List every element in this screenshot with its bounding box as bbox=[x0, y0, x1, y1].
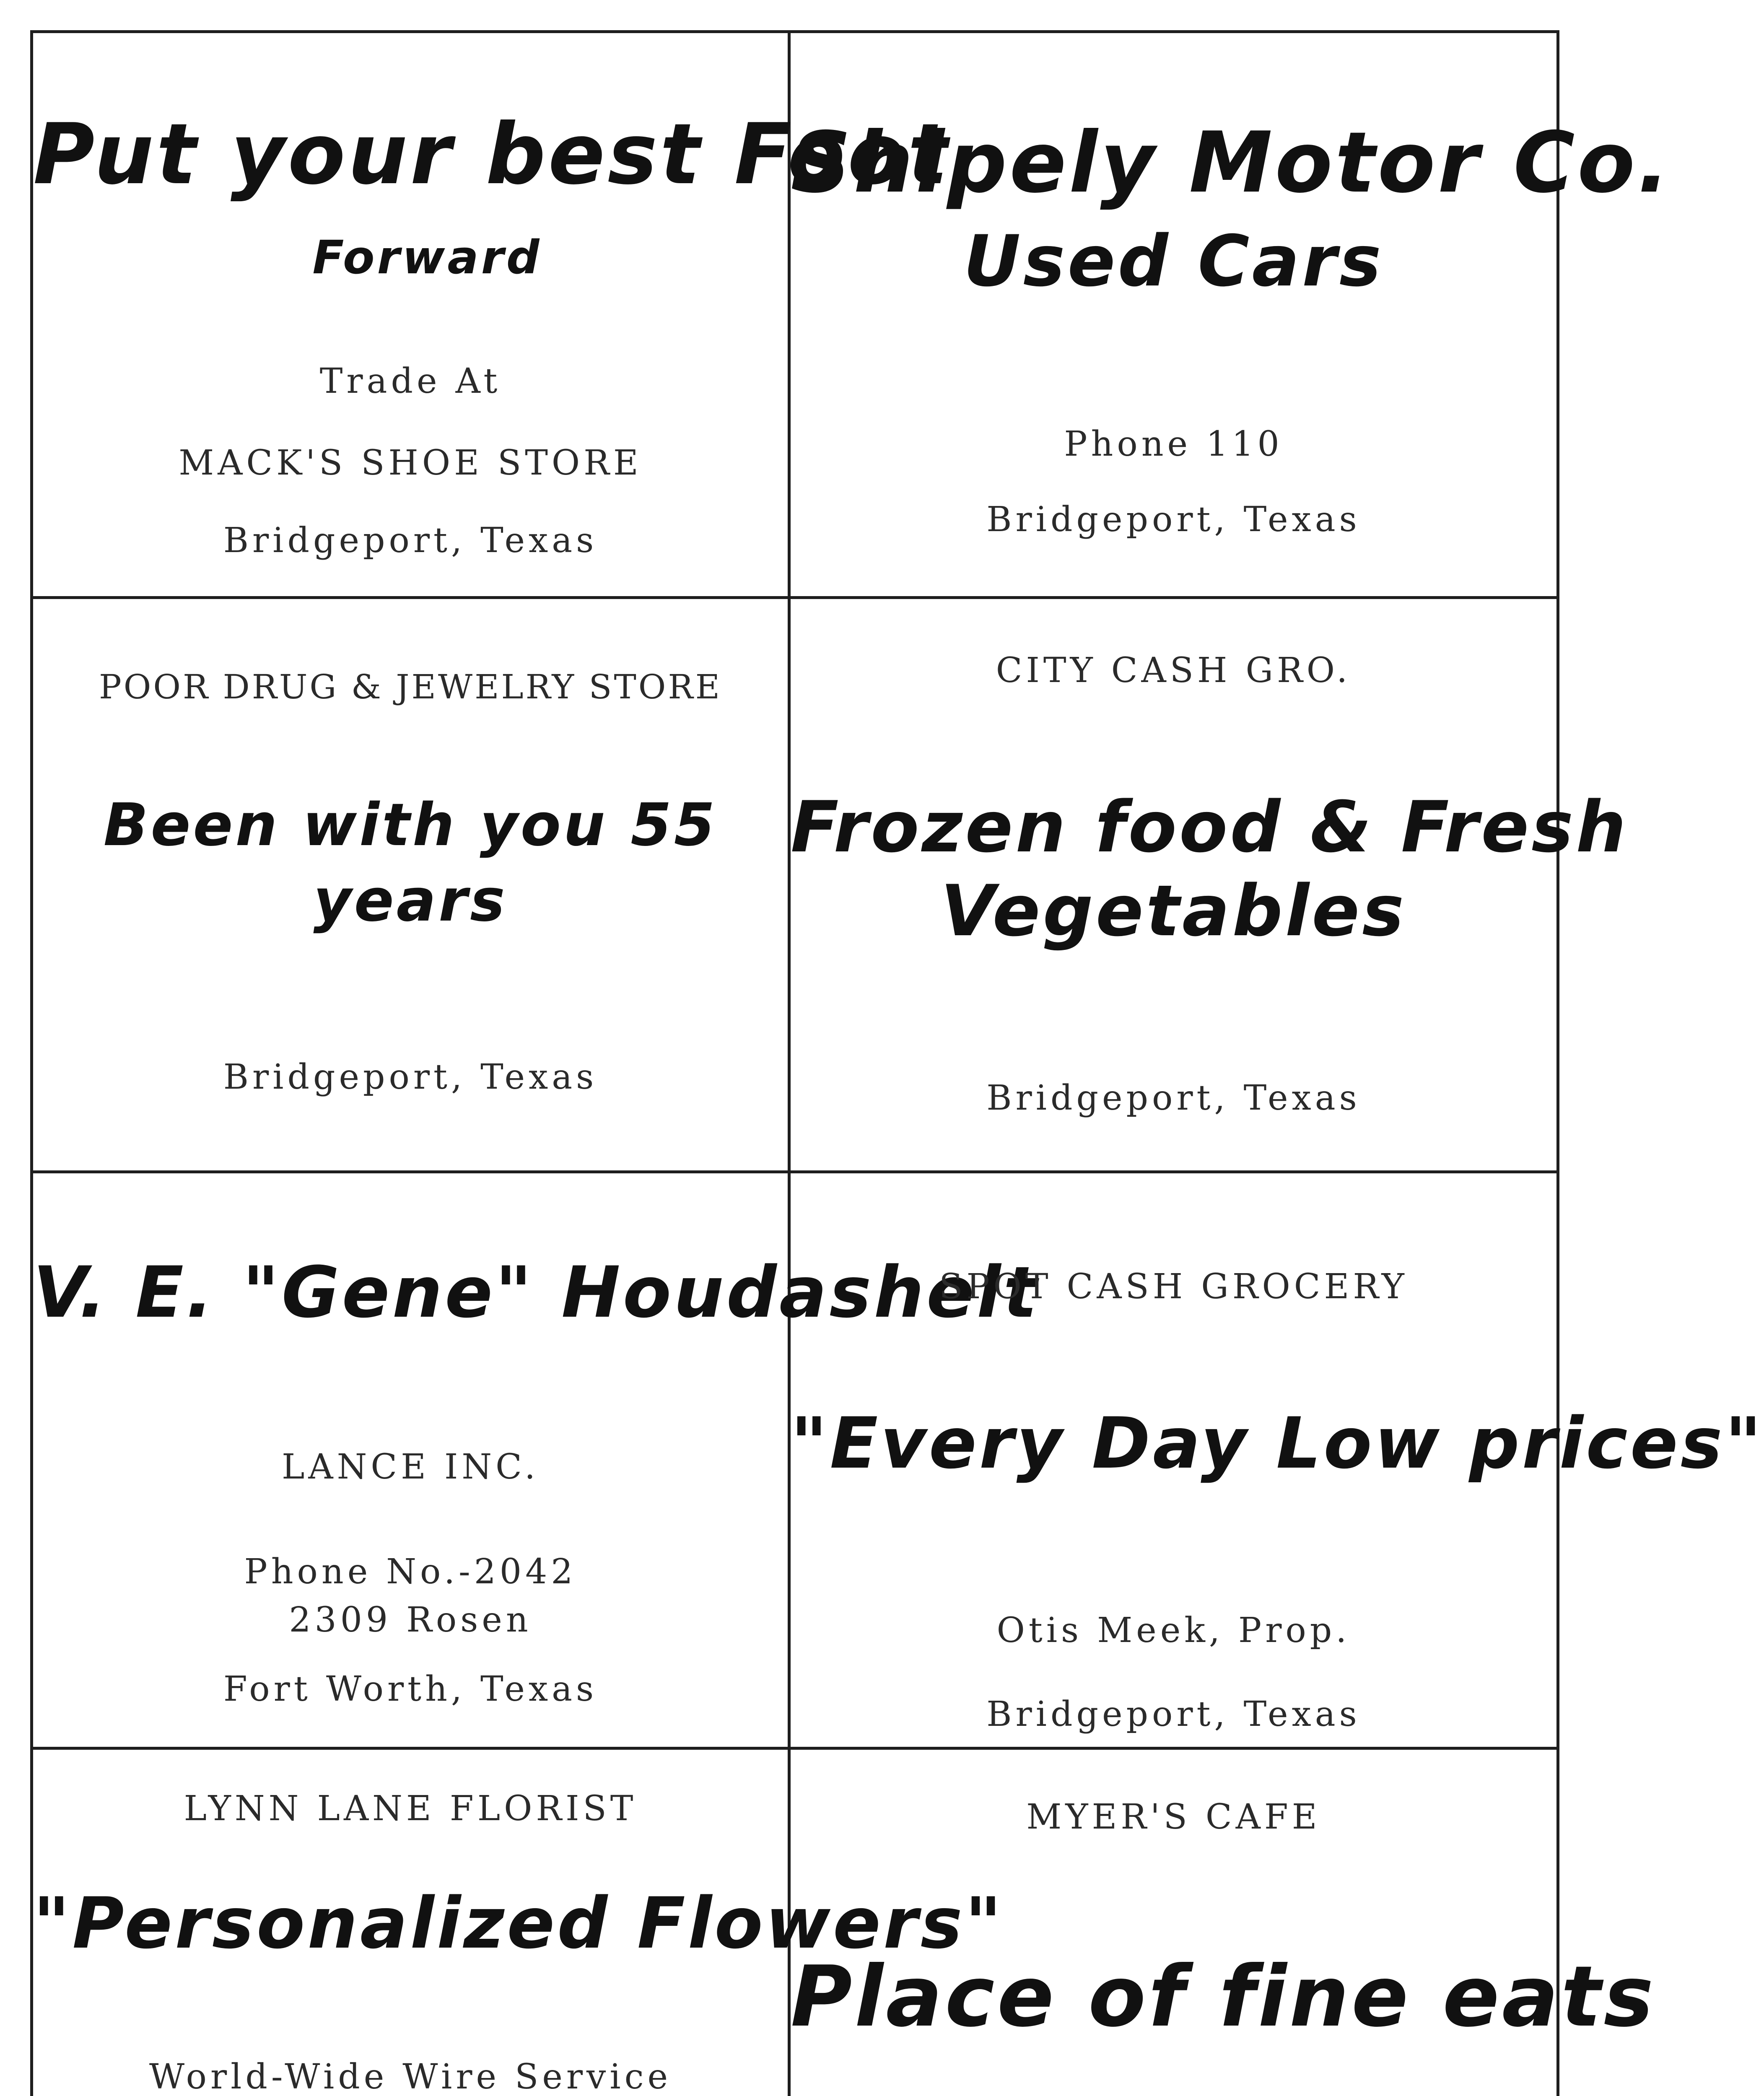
ad-lynn-lane-florist bbox=[33, 1750, 1004, 2096]
ad-slogan: Place of fine eats bbox=[791, 1948, 1656, 2046]
ad-slogan: years bbox=[313, 866, 508, 935]
address: 2309 Rosen bbox=[289, 1600, 532, 1640]
ad-slogan: Used Cars bbox=[963, 220, 1384, 302]
business-name: LYNN LANE FLORIST bbox=[184, 1789, 637, 1829]
ad-slogan: "Personalized Flowers" bbox=[33, 1882, 1004, 1964]
location: Bridgeport, Texas bbox=[223, 1057, 598, 1097]
business-name: MYER'S CAFE bbox=[1026, 1797, 1321, 1837]
location: Fort Worth, Texas bbox=[223, 1669, 598, 1709]
ad-poor-drug-jewelry bbox=[33, 599, 791, 1173]
ad-slogan: Vegetables bbox=[940, 870, 1407, 952]
ad-lance-inc bbox=[33, 1173, 1040, 1750]
ad-slogan: "Every Day Low prices" bbox=[791, 1402, 1764, 1484]
ad-text: Trade At bbox=[319, 361, 501, 401]
phone: Phone 110 bbox=[1064, 424, 1283, 464]
ad-macks-shoe-store bbox=[33, 33, 951, 599]
location: Bridgeport, Texas bbox=[986, 1694, 1361, 1734]
business-name: POOR DRUG & JEWELRY STORE bbox=[99, 667, 722, 706]
ad-grid bbox=[30, 30, 1764, 2096]
location: Bridgeport, Texas bbox=[986, 500, 1361, 540]
ad-slogan: V. E. "Gene" Houdashelt bbox=[33, 1251, 1040, 1333]
ad-slogan: Forward bbox=[312, 231, 542, 284]
ad-slogan: Frozen food & Fresh bbox=[791, 786, 1629, 868]
ad-slogan: Shipely Motor Co. bbox=[791, 114, 1672, 212]
location: Bridgeport, Texas bbox=[986, 1078, 1361, 1118]
location: Bridgeport, Texas bbox=[223, 521, 598, 560]
phone: Phone No.-2042 bbox=[244, 1552, 577, 1592]
business-name: LANCE INC. bbox=[281, 1447, 540, 1487]
ad-slogan: Been with you 55 bbox=[103, 791, 718, 859]
business-name: MACK'S SHOE STORE bbox=[179, 443, 642, 483]
ad-shipely-motor bbox=[791, 33, 1672, 599]
business-name: CITY CASH GRO. bbox=[996, 651, 1352, 690]
ad-city-cash-grocery bbox=[791, 599, 1629, 1173]
ad-spot-cash-grocery bbox=[791, 1173, 1764, 1750]
proprietor: Otis Meek, Prop. bbox=[996, 1611, 1351, 1650]
ad-myers-cafe bbox=[791, 1750, 1656, 2096]
service: World-Wide Wire Service bbox=[149, 2057, 672, 2096]
ad-slogan: Put your best Foot bbox=[33, 106, 951, 203]
business-name: SPOT CASH GROCERY bbox=[939, 1267, 1408, 1307]
